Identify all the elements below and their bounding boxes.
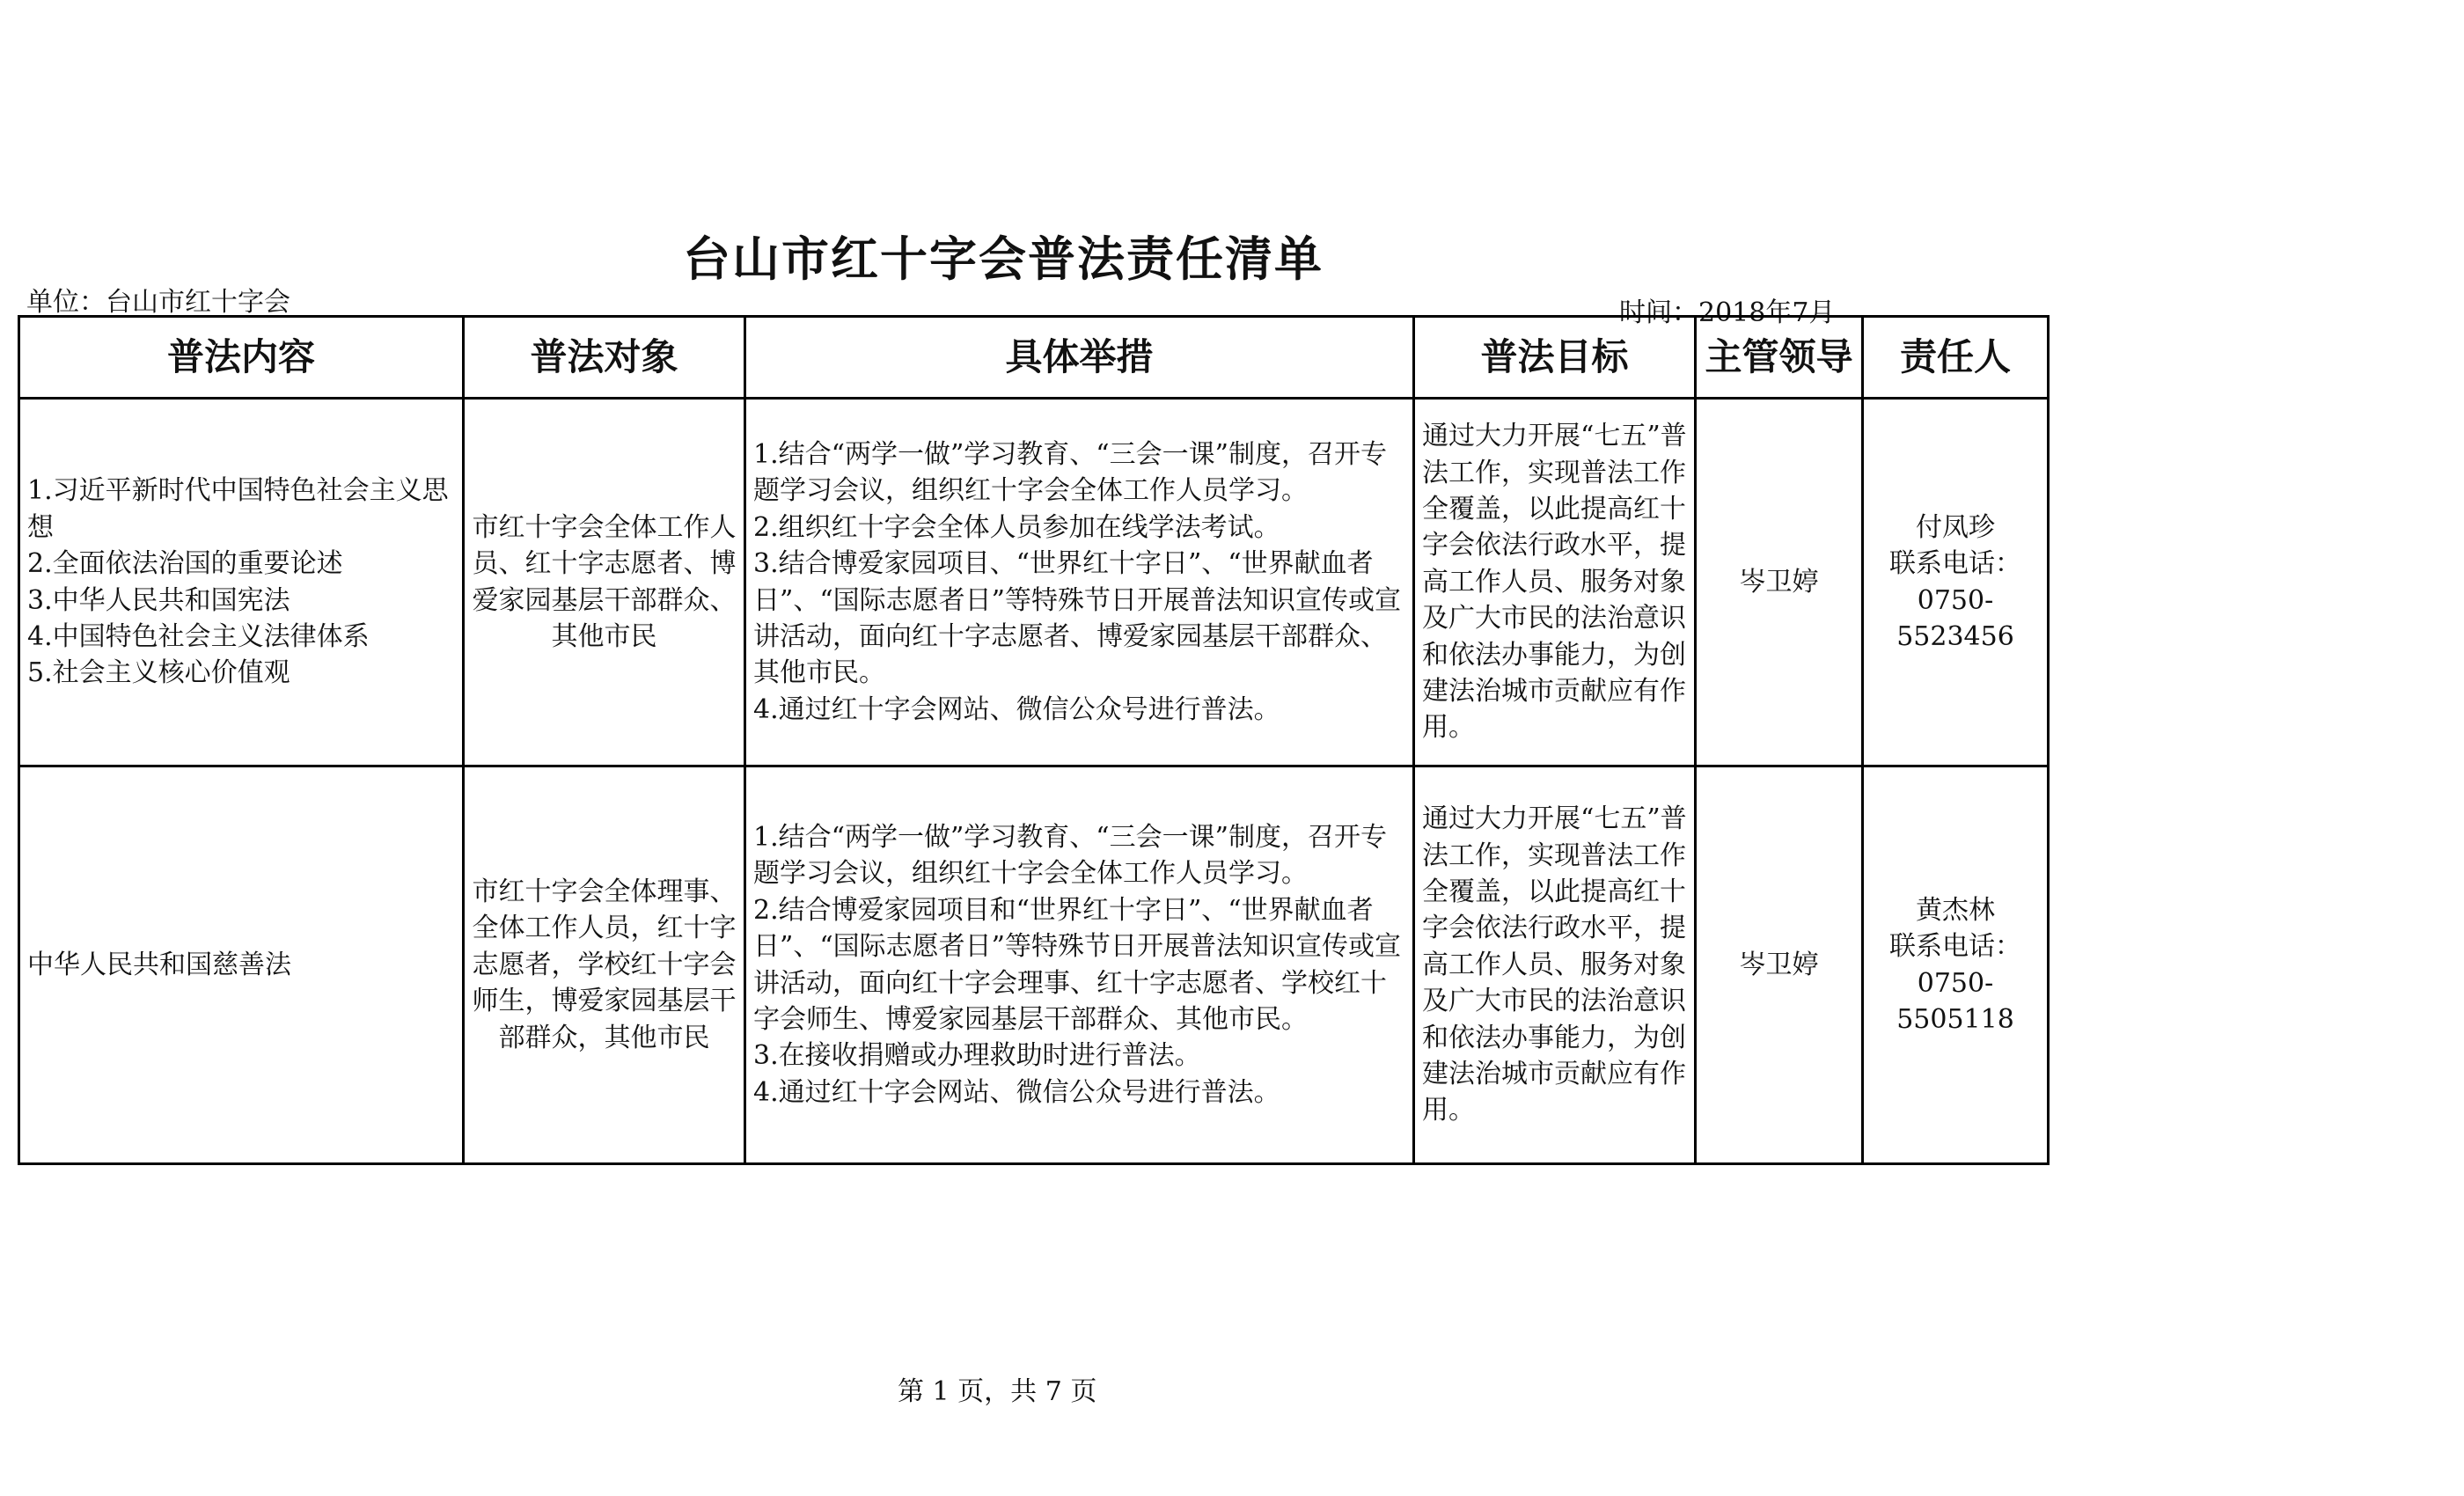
person-phone-label: 联系电话： — [1889, 548, 2021, 580]
table-header-row — [19, 317, 2049, 399]
cell-person — [1863, 399, 2049, 766]
cell-content — [19, 399, 464, 766]
header-person: 责任人 — [1863, 317, 2049, 399]
content-item: 中华人民共和国慈善法 — [27, 949, 291, 980]
person-phone: 0750-5505118 — [1896, 967, 2014, 1035]
cell-goal: 通过大力开展“七五”普法工作，实现普法工作全覆盖，以此提高红十字会依法行政水平，提高工作人员、服务对象及广大市民的法治意识和依法办事能力，为创建法治城市贡献应有作用。 — [1414, 766, 1696, 1164]
cell-goal: 通过大力开展“七五”普法工作，实现普法工作全覆盖，以此提高红十字会依法行政水平，提高工作人员、服务对象及广大市民的法治意识和依法办事能力，为创建法治城市贡献应有作用。 — [1414, 399, 1696, 766]
measure-item: 2.组织红十字会全体人员参加在线学法考试。 — [753, 511, 1280, 543]
cell-person — [1863, 766, 2049, 1164]
person-phone: 0750-5523456 — [1896, 584, 2014, 652]
cell-measures — [745, 399, 1414, 766]
measure-item: 3.结合博爱家园项目、“世界红十字日”、“世界献血者日”、“国际志愿者日”等特殊节日开展普法知识宣传或宣讲活动，面向红十字志愿者、博爱家园基层干部群众、其他市民。 — [753, 548, 1402, 689]
measure-item: 1.结合“两学一做”学习教育、“三会一课”制度，召开专题学习会议，组织红十字会全体工作人员学习。 — [753, 438, 1387, 507]
header-measures: 具体举措 — [745, 317, 1414, 399]
cell-leader: 岑卫婷 — [1696, 766, 1863, 1164]
header-leader: 主管领导 — [1696, 317, 1863, 399]
header-target: 普法对象 — [464, 317, 745, 399]
content-item: 1.习近平新时代中国特色社会主义思想 — [27, 475, 449, 543]
content-item: 4.中国特色社会主义法律体系 — [27, 620, 370, 652]
title-text: 台山市红十字会普法责任清单 — [683, 231, 1324, 287]
cell-content — [19, 766, 464, 1164]
cell-leader: 岑卫婷 — [1696, 399, 1863, 766]
responsibility-table — [18, 315, 2050, 1165]
measure-item: 4.通过红十字会网站、微信公众号进行普法。 — [753, 693, 1280, 725]
measure-item: 2.结合博爱家园项目和“世界红十字日”、“世界献血者日”、“国际志愿者日”等特殊节日开展普法知识宣传或宣讲活动，面向红十字会理事、红十字志愿者、学校红十字会师生、博爱家园基层干部群众、其他市民。 — [753, 894, 1402, 1035]
person-name: 付凤珍 — [1916, 511, 1995, 543]
content-item: 2.全面依法治国的重要论述 — [27, 548, 343, 580]
measure-item: 3.在接收捐赠或办理救助时进行普法。 — [753, 1040, 1201, 1072]
measure-item: 4.通过红十字会网站、微信公众号进行普法。 — [753, 1076, 1280, 1108]
page-title — [0, 222, 2464, 290]
cell-measures — [745, 766, 1414, 1164]
page-number: 第 1 页，共 7 页 — [898, 1376, 1097, 1407]
table-row — [19, 399, 2049, 766]
content-item: 3.中华人民共和国宪法 — [27, 584, 290, 616]
header-content: 普法内容 — [19, 317, 464, 399]
table-row — [19, 766, 2049, 1164]
person-phone-label: 联系电话： — [1889, 931, 2021, 963]
header-goal: 普法目标 — [1414, 317, 1696, 399]
unit-label: 单位：台山市红十字会 — [26, 287, 290, 318]
cell-target: 市红十字会全体工作人员、红十字志愿者、博爱家园基层干部群众、其他市民 — [464, 399, 745, 766]
person-name: 黄杰林 — [1916, 894, 1995, 926]
measure-item: 1.结合“两学一做”学习教育、“三会一课”制度，召开专题学习会议，组织红十字会全体工作人员学习。 — [753, 821, 1387, 890]
cell-target: 市红十字会全体理事、全体工作人员，红十字志愿者，学校红十字会师生，博爱家园基层干部群众，其他市民 — [464, 766, 745, 1164]
content-item: 5.社会主义核心价值观 — [27, 657, 290, 689]
date-label: 时间：2018年7月 — [1619, 297, 1836, 328]
